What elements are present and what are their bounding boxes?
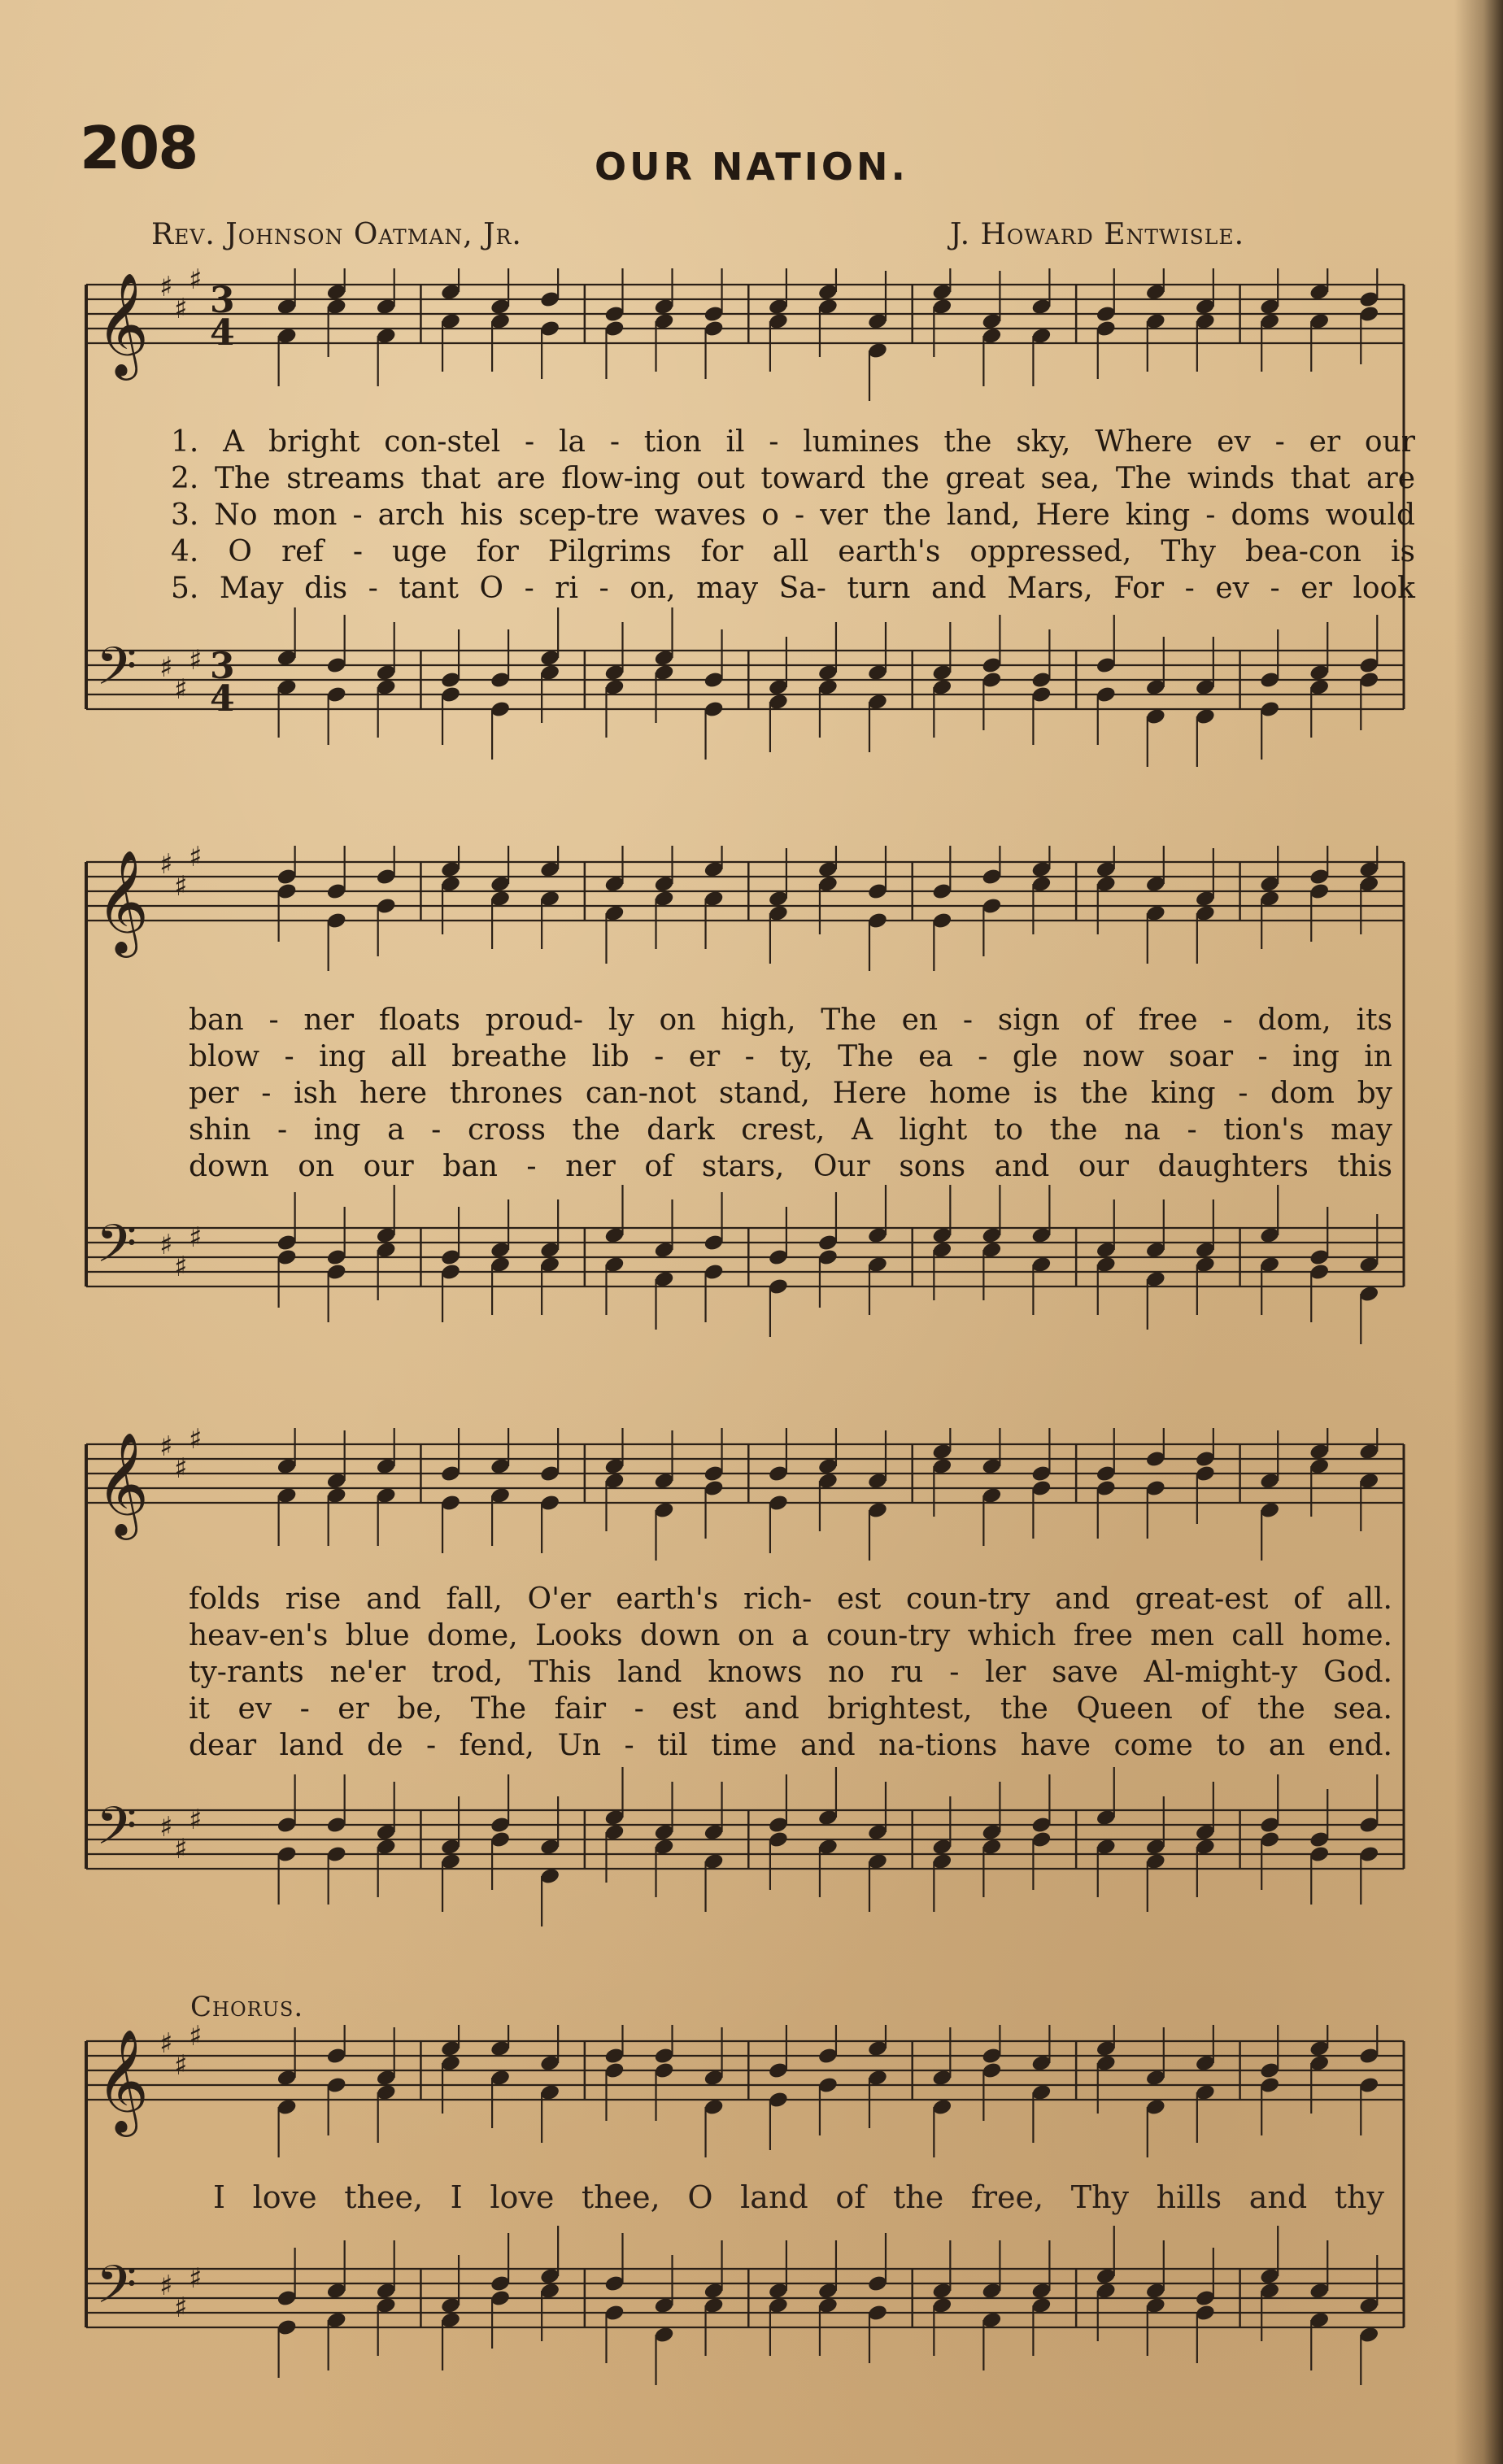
treble-clef-icon: 𝄞 xyxy=(96,1431,150,1535)
treble-clef-icon: 𝄞 xyxy=(96,2028,150,2132)
lyric-line-verse-5: down on our ban - ner of stars, Our sons and our daughters this xyxy=(189,1150,1392,1183)
lyrics-system-1 xyxy=(171,424,1415,607)
composer-credit: J. Howard Entwisle. xyxy=(950,218,1245,251)
lyric-line-verse-1: folds rise and fall, O'er earth's rich- est coun-try and great-est of all. xyxy=(189,1582,1392,1616)
sharp-icon: ♯ xyxy=(189,1428,203,1456)
treble-clef-icon: 𝄞 xyxy=(96,272,150,376)
bass-clef-icon: 𝄢 xyxy=(96,2255,137,2328)
sharp-icon: ♯ xyxy=(174,870,188,903)
sharp-icon: ♯ xyxy=(174,673,188,706)
chorus-lyric-line: I love thee, I love thee, O land of the free, Thy hills and thy xyxy=(213,2179,1384,2215)
sharp-icon: ♯ xyxy=(174,1452,188,1485)
sharp-icon: ♯ xyxy=(159,651,173,684)
page-number: 208 xyxy=(80,114,198,182)
lyric-line-verse-2: blow - ing all breathe lib - er - ty, The ea - gle now soar - ing in xyxy=(189,1040,1392,1073)
lyric-line-verse-1: ban - ner floats proud- ly on high, The en - sign of free - dom, its xyxy=(189,1003,1392,1037)
sharp-icon: ♯ xyxy=(189,846,203,873)
sharp-icon: ♯ xyxy=(174,293,188,325)
bass-clef-icon: 𝄢 xyxy=(96,637,137,710)
lyric-line-verse-5: dear land de - fend, Un - til time and na-tions have come to an end. xyxy=(189,1729,1392,1762)
sharp-icon: ♯ xyxy=(159,2027,173,2060)
sharp-icon: ♯ xyxy=(159,1430,173,1463)
sharp-icon: ♯ xyxy=(189,268,203,296)
lyric-line-verse-2: 2. The streams that are flow-ing out toward the great sea, The winds that are xyxy=(171,462,1415,495)
lyric-line-verse-1: 1. A bright con-stel - la - tion il - lumines the sky, Where ev - er our xyxy=(171,425,1415,459)
lyric-line-verse-3: ty-rants ne'er trod, This land knows no ru - ler save Al-might-y God. xyxy=(189,1656,1392,1689)
bass-clef-icon: 𝄢 xyxy=(96,1214,137,1287)
lyric-line-verse-2: heav-en's blue dome, Looks down on a coun-try which free men call home. xyxy=(189,1619,1392,1652)
lyrics-system-2 xyxy=(189,1002,1392,1185)
time-signature-top: 3 xyxy=(210,280,235,321)
sharp-icon: ♯ xyxy=(189,2025,203,2053)
sharp-icon: ♯ xyxy=(189,2262,203,2295)
page-edge-shadow xyxy=(1454,0,1503,2464)
hymn-title: OUR NATION. xyxy=(595,145,908,189)
bass-clef-icon: 𝄢 xyxy=(96,1796,137,1870)
time-signature-bottom: 4 xyxy=(210,312,235,354)
lyric-line-verse-4: 4. O ref - uge for Pilgrims for all earth's oppressed, Thy bea-con is xyxy=(171,535,1415,568)
lyric-line-verse-3: 3. No mon - arch his scep-tre waves o - ver the land, Here king - doms would xyxy=(171,498,1415,532)
sharp-icon: ♯ xyxy=(159,271,173,303)
sharp-icon: ♯ xyxy=(159,1229,173,1261)
sharp-icon: ♯ xyxy=(189,1221,203,1254)
treble-clef-icon: 𝄞 xyxy=(96,849,150,953)
sharp-icon: ♯ xyxy=(174,2049,188,2082)
sharp-icon: ♯ xyxy=(189,644,203,677)
sharp-icon: ♯ xyxy=(189,1804,203,1836)
lyric-line-verse-3: per - ish here thrones can-not stand, Here home is the king - dom by xyxy=(189,1077,1392,1110)
chorus-label: Chorus. xyxy=(190,1991,304,2023)
lyric-line-verse-4: shin - ing a - cross the dark crest, A light to the na - tion's may xyxy=(189,1113,1392,1147)
sharp-icon: ♯ xyxy=(159,2270,173,2302)
sharp-icon: ♯ xyxy=(159,1811,173,1844)
sharp-icon: ♯ xyxy=(174,1251,188,1283)
lyrics-system-3 xyxy=(189,1581,1392,1764)
lyricist-credit: Rev. Johnson Oatman, Jr. xyxy=(151,218,522,251)
lyric-line-verse-5: 5. May dis - tant O - ri - on, may Sa- turn and Mars, For - ev - er look xyxy=(171,572,1415,605)
sharp-icon: ♯ xyxy=(159,848,173,881)
time-signature-bottom: 4 xyxy=(210,678,235,720)
sharp-icon: ♯ xyxy=(174,1833,188,1865)
sharp-icon: ♯ xyxy=(174,2292,188,2324)
time-signature-top: 3 xyxy=(210,646,235,687)
lyric-line-verse-4: it ev - er be, The fair - est and brightest, the Queen of the sea. xyxy=(189,1692,1392,1726)
